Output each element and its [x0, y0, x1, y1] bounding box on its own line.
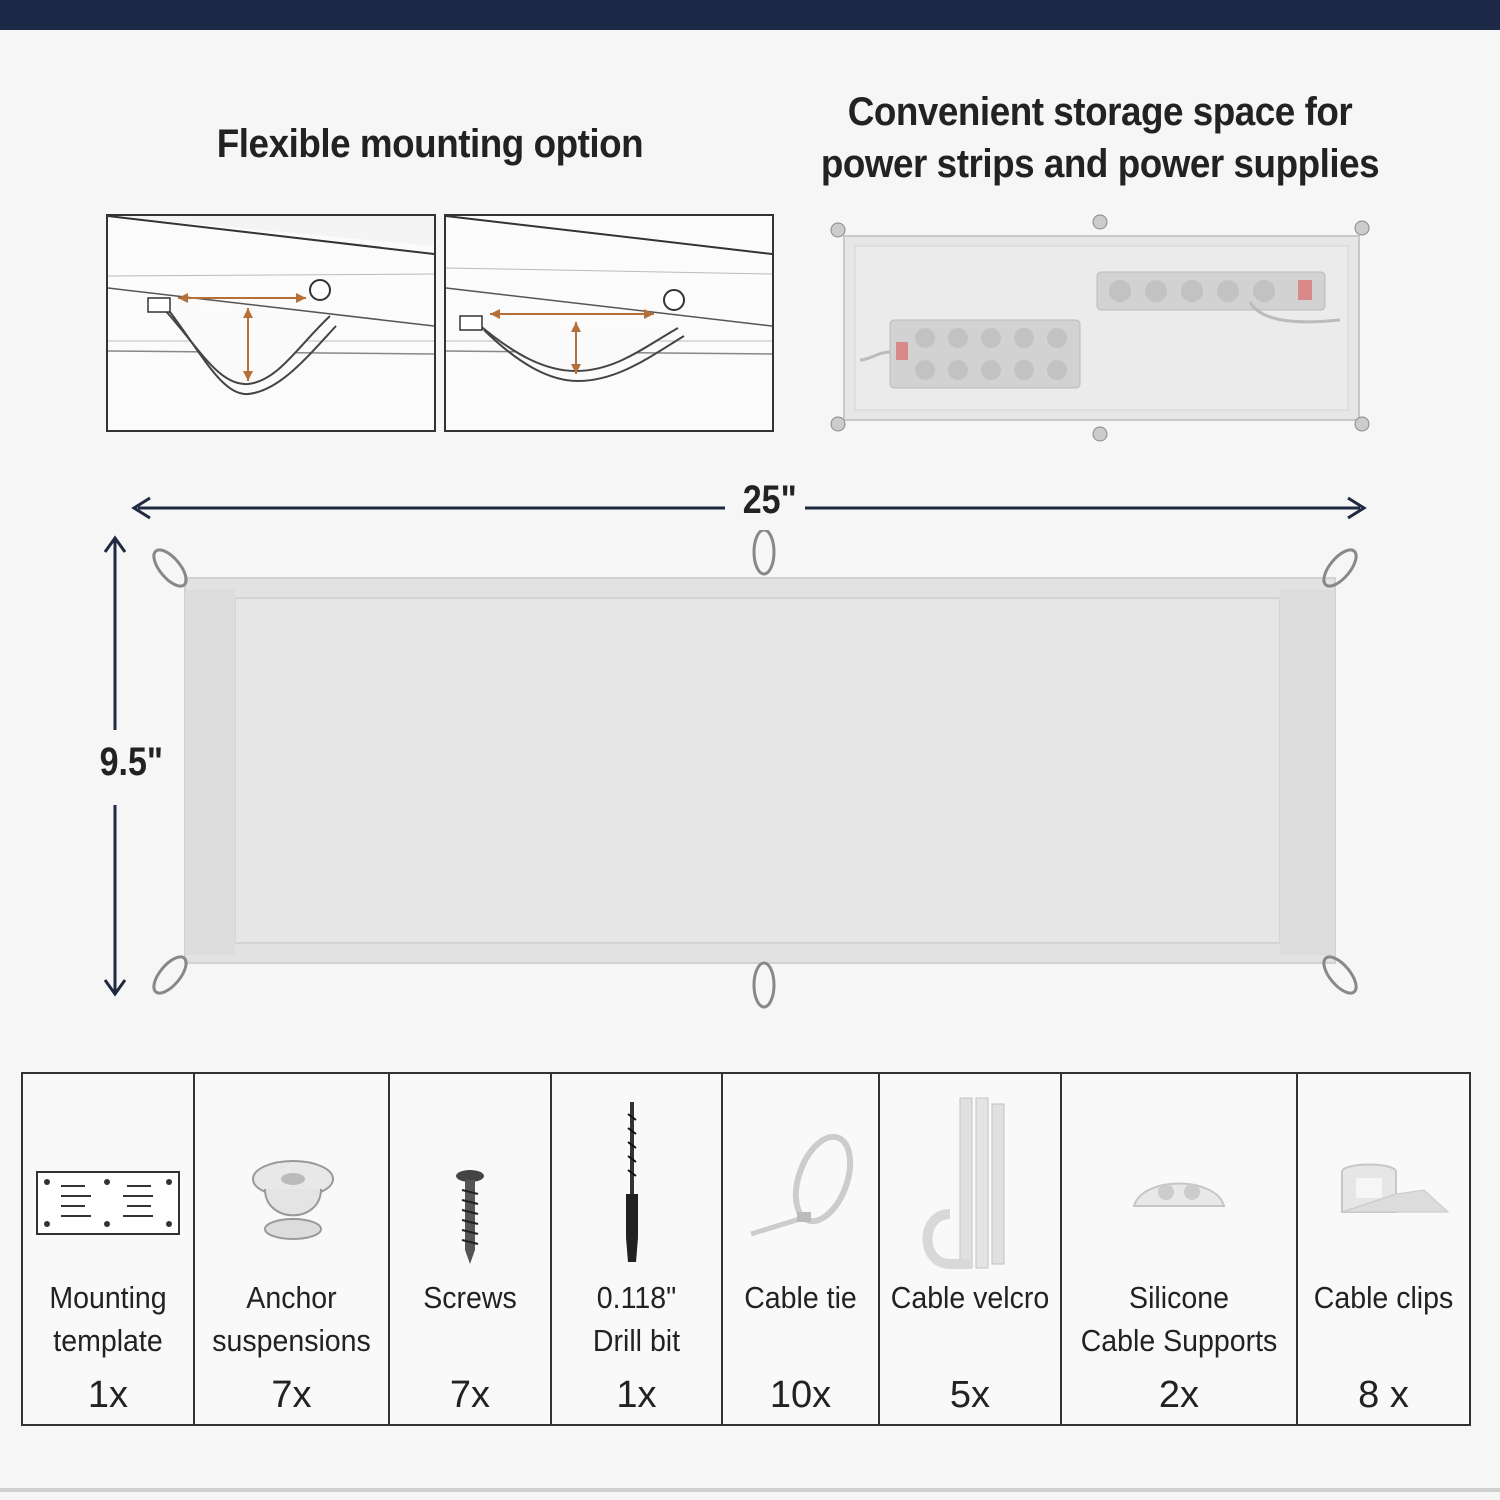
mounting-illustration-deep	[106, 214, 436, 432]
item-cable-clips	[1298, 1074, 1469, 1424]
height-label: 9.5"	[99, 740, 163, 784]
power-strip-large-icon	[860, 320, 1080, 388]
item-name: Cable clips	[1313, 1280, 1454, 1315]
tray-with-power-strips	[820, 210, 1380, 445]
cable-tie-icon	[723, 1094, 880, 1294]
shallow-sling-drawing	[446, 216, 772, 430]
item-name: Cable tie	[744, 1280, 857, 1315]
silicone-cable-support-icon	[1062, 1094, 1298, 1294]
mounting-template-icon	[23, 1094, 195, 1294]
item-name: 0.118" Drill bit	[592, 1280, 681, 1358]
item-name: Screws	[423, 1280, 517, 1315]
item-quantity: 10x	[769, 1374, 832, 1416]
item-anchor-suspensions	[195, 1074, 390, 1424]
included-items-table	[21, 1072, 1471, 1426]
top-banner	[0, 0, 1500, 30]
item-name: Cable velcro	[890, 1280, 1050, 1315]
item-quantity: 1x	[616, 1374, 657, 1416]
drill-bit-icon	[552, 1094, 723, 1294]
item-quantity: 7x	[449, 1374, 491, 1416]
item-drill-bit	[552, 1074, 723, 1424]
mounting-illustration-shallow	[444, 214, 774, 432]
item-quantity: 8 x	[1358, 1374, 1409, 1416]
cable-clip-icon	[1298, 1094, 1469, 1294]
item-silicone-cable-supports	[1062, 1074, 1298, 1424]
item-screws	[390, 1074, 552, 1424]
heading-storage-line-2: power strips and power supplies	[820, 142, 1380, 186]
item-cable-tie	[723, 1074, 880, 1424]
anchor-suspension-icon	[195, 1094, 390, 1294]
heading-storage-space	[815, 86, 1385, 190]
heading-storage-line-1: Convenient storage space for	[847, 90, 1353, 134]
item-mounting-template	[23, 1074, 195, 1424]
heading-flexible-mounting: Flexible mounting option	[216, 122, 644, 166]
item-name: Anchor suspensions	[212, 1280, 371, 1358]
width-label: 25"	[742, 478, 797, 522]
screw-icon	[390, 1094, 552, 1294]
item-name: Mounting template	[49, 1280, 167, 1358]
item-quantity: 1x	[87, 1374, 129, 1416]
cable-velcro-icon	[880, 1094, 1062, 1294]
bottom-divider	[0, 1488, 1500, 1492]
item-quantity: 7x	[271, 1374, 312, 1416]
item-cable-velcro	[880, 1074, 1062, 1424]
item-name: Silicone Cable Supports	[1080, 1280, 1278, 1358]
deep-sling-drawing	[108, 216, 434, 430]
item-quantity: 5x	[949, 1374, 991, 1416]
cable-tray	[140, 530, 1380, 1020]
item-quantity: 2x	[1158, 1374, 1200, 1416]
